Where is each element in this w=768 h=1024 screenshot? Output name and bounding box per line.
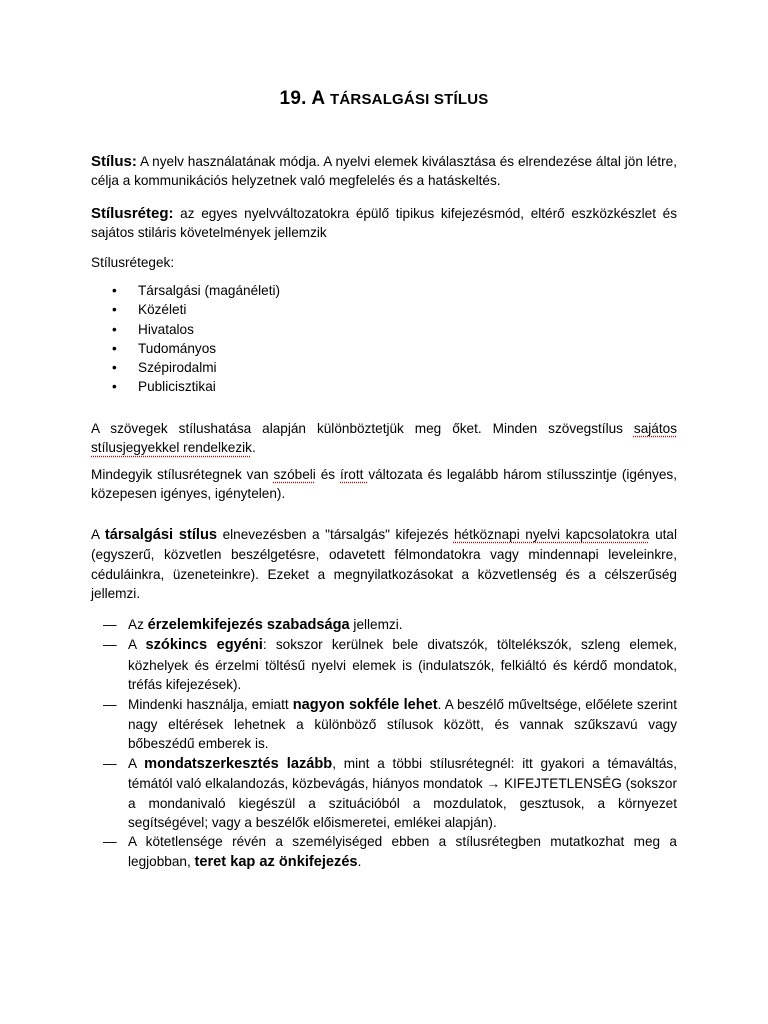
emphasis: társalgási stílus bbox=[104, 527, 217, 543]
page-title bbox=[0, 88, 768, 110]
paragraph-conversational-style: A társalgási stílus elnevezésben a "társalgás" kifejezés hétköznapi nyelvi kapcsolatokra utal (egyszerű, közvetlen beszélgetésre, odavetett félmondatokra vagy mindennapi leveleinkre, céduláinkra, üzeneteinkre). Ezeket a megnyilatkozásokat a közvetlenség és a célszerűség jellemzi. bbox=[91, 527, 677, 602]
list-item: • Hivatalos bbox=[91, 320, 280, 339]
spellcheck-underline: írott bbox=[340, 467, 369, 482]
dash-marker: — bbox=[103, 696, 117, 712]
definition-stilus-text: A nyelv használatának módja. A nyelvi elemek kiválasztása és elrendezése által jön létre, célja a kommunikációs helyzetnek való megfelelés és a hatáskeltés. bbox=[91, 154, 677, 189]
title-text: TÁRSALGÁSI STÍLUS bbox=[330, 91, 489, 108]
list-item: • Tudományos bbox=[91, 339, 280, 358]
dash-marker: — bbox=[103, 617, 117, 632]
emphasis: mondatszerkesztés lazább bbox=[144, 755, 333, 772]
emphasis: teret kap az önkifejezés bbox=[194, 853, 358, 870]
title-number: 19. A bbox=[279, 88, 331, 109]
emphasis: szókincs egyéni bbox=[145, 637, 263, 654]
bullet-marker: • bbox=[112, 283, 117, 298]
paragraph-variants: Mindegyik stílusrétegnek van szóbeli és írott változata és legalább három stílusszintje (igényes, közepesen igényes, igénytelen). bbox=[91, 467, 677, 502]
dash-marker: — bbox=[103, 834, 117, 850]
bullet-marker: • bbox=[112, 340, 117, 356]
list-item: — A kötetlensége révén a személyiséged ebben a stílusrétegben mutatkozhat meg a legjobban, teret kap az önkifejezés. bbox=[103, 834, 677, 870]
bullet-marker: • bbox=[112, 360, 117, 376]
characteristics-list bbox=[91, 615, 677, 872]
spellcheck-underline: hétköznapi nyelvi kapcsolatokra bbox=[453, 527, 650, 542]
spellcheck-underline: sajátos stílusjegyekkel rendelkezik bbox=[91, 421, 677, 456]
dash-marker: — bbox=[103, 755, 117, 771]
list-item: • Szépirodalmi bbox=[91, 358, 280, 377]
list-item: — A szókincs egyéni: sokszor kerülnek bele divatszók, töltelékszók, szleng elemek, közhelyek és érzelmi töltésű nyelvi elemek is (indulatszók, felkiáltó és kérdő mondatok, tréfás kifejezések). bbox=[103, 637, 678, 693]
list-item: — Az érzelemkifejezés szabadsága jellemzi. bbox=[103, 617, 403, 633]
term-stilusreteg: Stílusréteg: bbox=[91, 205, 174, 222]
list-item: • Társalgási (magánéleti) bbox=[91, 281, 280, 300]
bullet-marker: • bbox=[112, 379, 117, 395]
list-item: • Publicisztikai bbox=[91, 377, 280, 396]
emphasis: nagyon sokféle lehet bbox=[292, 696, 438, 713]
list-heading: Stílusrétegek: bbox=[91, 255, 175, 270]
definition-stilusreteg-text: az egyes nyelvváltozatokra épülő tipikus kifejezésmód, eltérő eszközkészlet és sajátos stiláris követelmények jellemzik bbox=[91, 206, 677, 241]
emphasis: érzelemkifejezés szabadsága bbox=[147, 617, 350, 633]
dash-marker: — bbox=[103, 637, 117, 653]
bullet-marker: • bbox=[112, 302, 117, 318]
definition-stilusreteg bbox=[91, 204, 677, 243]
list-item: • Közéleti bbox=[91, 300, 280, 319]
list-item: — A mondatszerkesztés lazább, mint a többi stílusrétegnél: itt gyakori a témaváltás, témától való elkalandozás, közbevágás, hiányos mondatok → KIFEJTETLENSÉG (sokszor a mondanivaló kiegészül a szituációból a mozdulatok, gesztusok, a környezet segítségével; vagy a beszélők előismeretei, emlékei alapján). bbox=[103, 755, 677, 831]
list-item: — Mindenki használja, emiatt nagyon sokféle lehet. A beszélő műveltsége, előélete szerint nagy eltérések lehetnek a különböző stílusok között, és vannak szűkszavú vagy bőbeszédű emberek is. bbox=[103, 696, 678, 752]
paragraph-stylistic-effect: A szövegek stílushatása alapján különböztetjük meg őket. Minden szövegstílus sajátos stílusjegyekkel rendelkezik. bbox=[91, 421, 677, 456]
layer-list bbox=[91, 281, 280, 397]
bullet-marker: • bbox=[112, 321, 117, 337]
spellcheck-underline: szóbeli bbox=[273, 467, 316, 482]
term-stilus: Stílus: bbox=[91, 153, 137, 170]
definition-stilus bbox=[91, 152, 677, 191]
